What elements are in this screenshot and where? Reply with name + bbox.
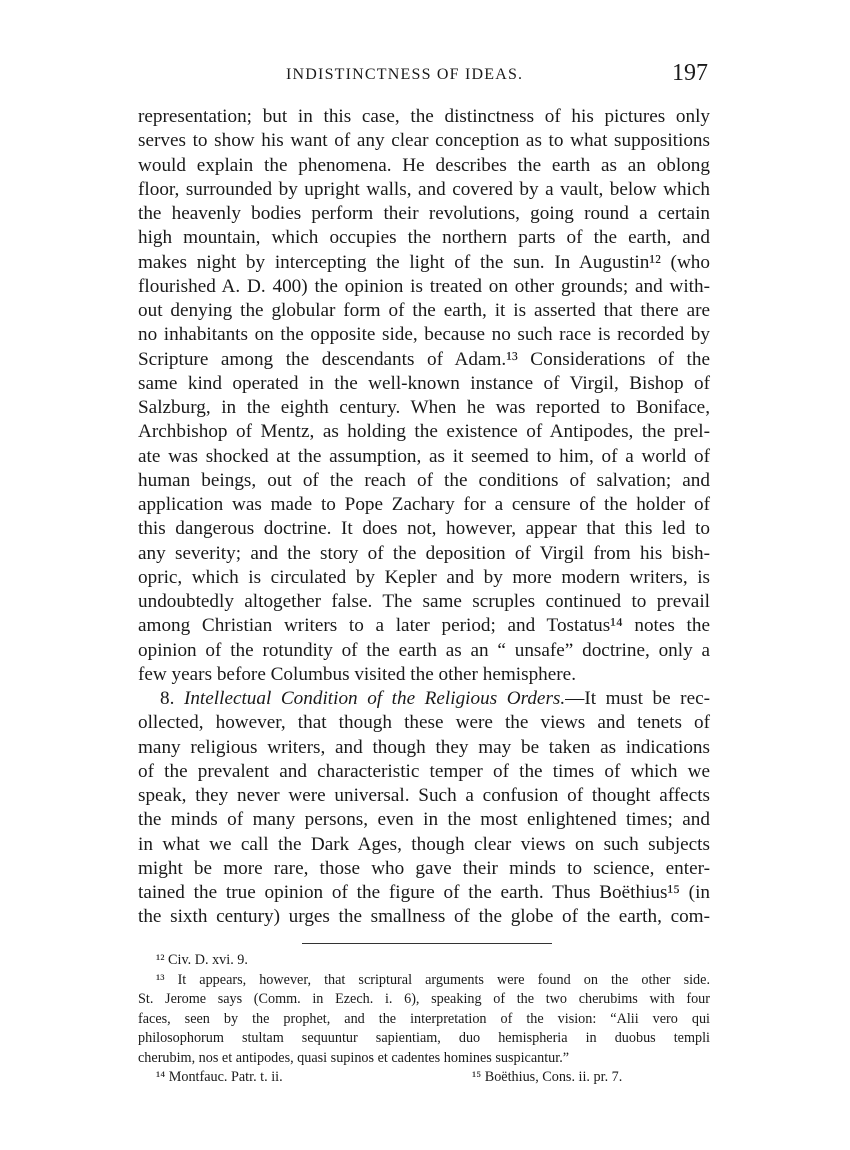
body-line: ate was shocked at the assumption, as it seemed to him, of a world of (138, 445, 710, 467)
body-line: representation; but in this case, the distinctness of his pictures only (138, 106, 710, 127)
footnote-13-line: philosophorum stultam sequuntur sapientiam, duo hemispheria in duobus templi (138, 1030, 710, 1046)
body-line: the minds of many persons, even in the most enlightened times; and (138, 809, 710, 831)
footnote-15: ¹⁵ Boëthius, Cons. ii. pr. 7. (472, 1069, 623, 1085)
footnote-12: ¹² Civ. D. xvi. 9. (156, 952, 248, 968)
section-heading-line (138, 687, 710, 711)
footnote-13-line: ¹³ It appears, however, that scriptural arguments were found on the other side. (156, 971, 710, 988)
body-line: speak, they never were universal. Such a confusion of thought affects (138, 785, 710, 806)
body-line: out denying the globular form of the earth, it is asserted that there are (138, 300, 710, 321)
body-line: serves to show his want of any clear conception as to what suppositions (138, 130, 710, 152)
body-line: would explain the phenomena. He describes the earth as an oblong (138, 154, 710, 176)
body-line: few years before Columbus visited the other hemisphere. (138, 663, 576, 685)
body-line: same kind operated in the well-known instance of Virgil, Bishop of (138, 372, 710, 394)
body-text (138, 105, 710, 930)
footnote-14: ¹⁴ Montfauc. Patr. t. ii. (156, 1069, 283, 1085)
body-line: opinion of the rotundity of the earth as an “ unsafe” doctrine, only a (138, 639, 710, 661)
footnotes-14-15 (138, 1068, 710, 1088)
body-line: makes night by intercepting the light of the sun. In Augustin¹² (who (138, 251, 710, 273)
body-line: many religious writers, and though they may be taken as indications (138, 736, 710, 758)
body-line: floor, surrounded by upright walls, and covered by a vault, below which (138, 178, 710, 200)
footnote-13-line: faces, seen by the prophet, and the interpretation of the vision: “Alii vero qui (138, 1010, 710, 1027)
body-line: undoubtedly altogether false. The same scruples continued to prevail (138, 591, 710, 612)
section-number: 8. (160, 688, 175, 709)
body-line: tained the true opinion of the figure of the earth. Thus Boëthius¹⁵ (in (138, 882, 710, 903)
footnote-13-line: cherubim, nos et antipodes, quasi supinos et cadentes homines suspicantur.” (138, 1049, 570, 1066)
section-first-line-rest: —It must be rec- (565, 688, 710, 709)
body-line: flourished A. D. 400) the opinion is treated on other grounds; and with- (138, 275, 710, 297)
body-line: ollected, however, that though these were the views and tenets of (138, 712, 710, 734)
body-line: the heavenly bodies perform their revolutions, going round a certain (138, 203, 710, 224)
body-line: among Christian writers to a later period; and Tostatus¹⁴ notes the (138, 615, 710, 637)
body-line: this dangerous doctrine. It does not, however, appear that this led to (138, 518, 710, 540)
body-line: in what we call the Dark Ages, though clear views on such subjects (138, 833, 710, 855)
body-line: human beings, out of the reach of the conditions of salvation; and (138, 469, 710, 491)
body-line: of the prevalent and characteristic temper of the times of which we (138, 760, 710, 782)
body-line: Archbishop of Mentz, as holding the existence of Antipodes, the prel- (138, 421, 710, 443)
section-heading: Intellectual Condition of the Religious Orders. (183, 688, 566, 709)
body-line: Salzburg, in the eighth century. When he was reported to Boniface, (138, 397, 710, 418)
body-line: Scripture among the descendants of Adam.¹³ Considerations of the (138, 348, 710, 370)
running-title: INDISTINCTNESS OF IDEAS. (286, 66, 524, 83)
body-line: opric, which is circulated by Kepler and by more modern writers, is (138, 566, 710, 588)
footnote-13-line: St. Jerome says (Comm. in Ezech. i. 6), speaking of the two cherubims with four (138, 991, 710, 1007)
body-line: might be more rare, those who gave their minds to science, enter- (138, 857, 710, 879)
page-number: 197 (672, 60, 708, 86)
body-line: any severity; and the story of the deposition of Virgil from his bish- (138, 542, 710, 564)
body-line: high mountain, which occupies the northern parts of the earth, and (138, 227, 710, 249)
footnotes (138, 951, 710, 1088)
body-line: no inhabitants on the opposite side, because no such race is recorded by (138, 324, 710, 346)
body-line: application was made to Pope Zachary for a censure of the holder of (138, 494, 710, 515)
body-line: the sixth century) urges the smallness of the globe of the earth, com- (138, 906, 710, 928)
running-head (138, 60, 710, 90)
footnote-divider (302, 943, 552, 944)
